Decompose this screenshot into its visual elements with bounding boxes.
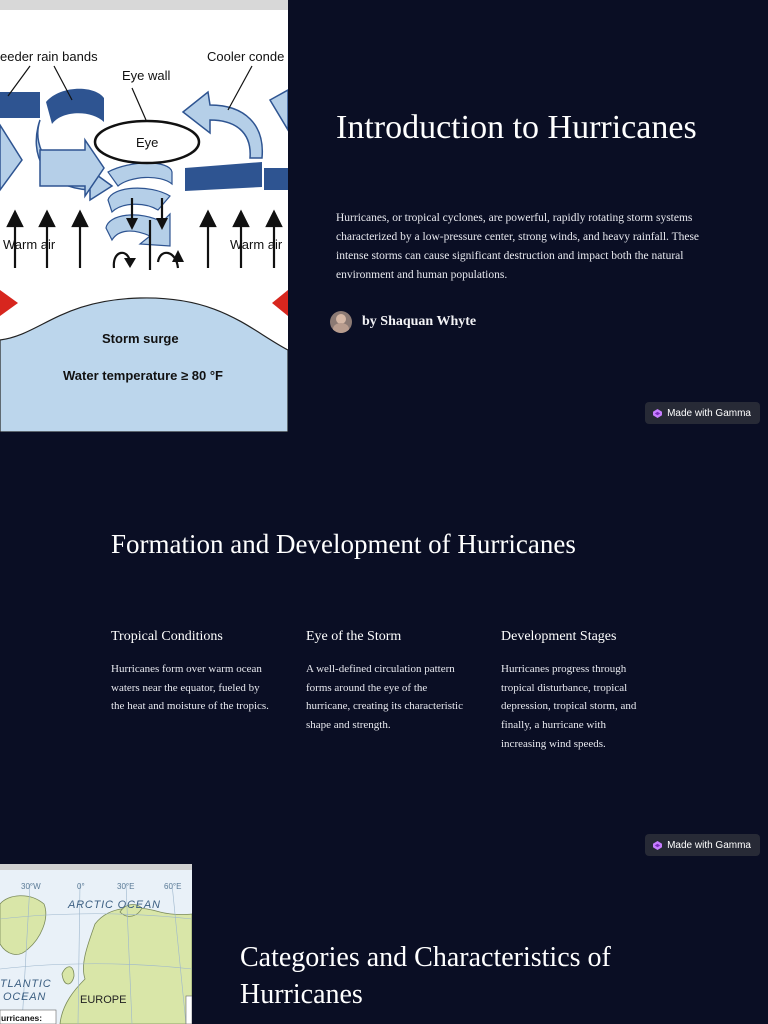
page-title: Introduction to Hurricanes <box>336 109 697 146</box>
label-feeder-bands: eeder rain bands <box>0 49 98 64</box>
label-eye: Eye <box>136 135 159 150</box>
label-europe: EUROPE <box>80 994 127 1006</box>
column-heading: Eye of the Storm <box>306 629 402 644</box>
gamma-logo-icon <box>653 409 662 418</box>
label-water-temp: Water temperature ≥ 80 °F <box>63 368 223 383</box>
avatar <box>330 311 352 333</box>
column-eye-of-storm <box>306 628 466 735</box>
badge-label: Made with Gamma <box>667 839 751 851</box>
badge-label: Made with Gamma <box>667 407 751 419</box>
column-heading: Tropical Conditions <box>111 629 223 644</box>
label-atlantic-2: OCEAN <box>3 991 47 1003</box>
label-hurricanes-legend: urricanes: <box>1 1013 43 1023</box>
section-title-formation: Formation and Development of Hurricanes <box>111 529 576 559</box>
label-storm-surge: Storm surge <box>102 331 179 346</box>
slide-intro <box>0 0 768 432</box>
column-tropical-conditions <box>111 628 271 716</box>
made-with-gamma-badge[interactable] <box>645 834 760 856</box>
label-lon-60e: 60°E <box>164 882 182 891</box>
label-warm-air-left: Warm air <box>3 237 56 252</box>
section-title-categories: Categories and Characteristics of Hurricanes <box>240 942 611 1010</box>
column-heading: Development Stages <box>501 629 617 644</box>
column-development-stages <box>501 628 651 754</box>
label-eye-wall: Eye wall <box>122 68 171 83</box>
label-lon-30w: 30°W <box>21 882 41 891</box>
label-warm-air-right: Warm air <box>230 237 283 252</box>
slide-categories <box>0 864 768 1024</box>
label-arctic-ocean: ARCTIC OCEAN <box>68 899 161 911</box>
made-with-gamma-badge[interactable] <box>645 402 760 424</box>
label-atlantic-1: TLANTIC <box>0 978 52 990</box>
label-lon-30e: 30°E <box>117 882 135 891</box>
label-cooler: Cooler conde <box>207 49 285 64</box>
column-text: Hurricanes progress through tropical disturbance, tropical depression, tropical storm, and finally, a hurricane with increasing wind speeds. <box>501 663 637 750</box>
author-name: by Shaquan Whyte <box>362 314 477 329</box>
hurricane-structure-diagram <box>0 0 288 432</box>
gamma-logo-icon <box>653 841 662 850</box>
slide-formation <box>0 432 768 864</box>
world-map-image <box>0 864 192 1024</box>
intro-description: Hurricanes, or tropical cyclones, are powerful, rapidly rotating storm systems characterized by a low-pressure center, strong winds, and heavy rainfall. These intense storms can cause significant destruction and impact both the natural environment and human populations. <box>336 212 700 281</box>
column-text: Hurricanes form over warm ocean waters near the equator, fueled by the heat and moisture of the tropics. <box>111 663 269 713</box>
label-lon-0: 0° <box>77 882 85 891</box>
author-byline <box>330 311 476 333</box>
column-text: A well-defined circulation pattern forms around the eye of the hurricane, creating its characteristic shape and strength. <box>306 663 463 732</box>
